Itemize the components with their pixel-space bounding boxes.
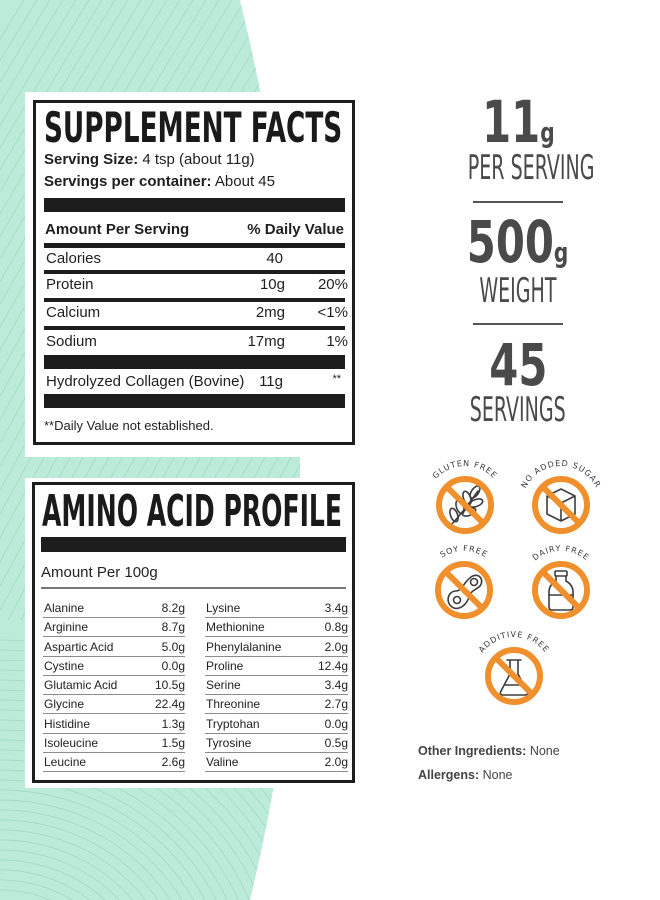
supplement-facts-title: SUPPLEMENT FACTS xyxy=(44,103,343,152)
amino-row xyxy=(205,676,348,695)
stat-number: 45 xyxy=(488,331,548,399)
servings-per-container-label: Servings per container: xyxy=(44,173,212,190)
svg-text:NO ADDED SUGAR xyxy=(519,459,602,490)
nutrient-name: Calories xyxy=(46,250,102,267)
svg-text:SOY FREE xyxy=(438,544,489,559)
amino-name: Glycine xyxy=(44,697,85,712)
amino-value: 3.4g xyxy=(324,601,348,615)
amino-row xyxy=(43,618,185,637)
facts-row-calcium xyxy=(44,303,348,323)
amino-row xyxy=(43,676,185,695)
other-ingredients xyxy=(418,742,560,760)
stat-divider xyxy=(473,201,563,203)
facts-header-row xyxy=(44,220,348,240)
amino-value: 2.6g xyxy=(161,755,185,769)
amino-row xyxy=(205,618,348,637)
stat-divider xyxy=(473,323,563,325)
amino-row xyxy=(43,638,185,657)
nutrient-daily-value: 1% xyxy=(326,333,348,350)
amino-name: Aspartic Acid xyxy=(44,639,114,654)
facts-row-calories xyxy=(44,249,348,269)
nutrient-amount: 10g xyxy=(259,276,285,293)
prohibition-slash xyxy=(496,658,533,695)
nutrient-name: Protein xyxy=(46,276,94,293)
divider xyxy=(44,326,345,330)
divider xyxy=(44,243,345,248)
soy-free-badge xyxy=(414,540,514,640)
amino-value: 1.3g xyxy=(161,716,185,731)
amino-row xyxy=(205,657,348,676)
facts-row-sodium xyxy=(44,332,348,352)
amino-value: 0.8g xyxy=(324,620,348,635)
amino-value: 0.5g xyxy=(324,735,348,750)
amino-name: Cystine xyxy=(44,658,85,673)
daily-value-header: % Daily Value xyxy=(247,221,344,238)
additive-free-badge xyxy=(464,626,564,726)
amino-row xyxy=(43,695,185,714)
amino-value: 2.7g xyxy=(324,697,348,712)
facts-row-ingredient xyxy=(44,372,348,392)
amino-row xyxy=(205,753,348,772)
badge-label: NO ADDED SUGAR xyxy=(519,458,603,490)
stat-servings-value xyxy=(418,331,618,399)
amino-row xyxy=(205,715,348,734)
amino-value: 5.0g xyxy=(161,639,185,654)
amino-name: Tyrosine xyxy=(206,735,252,750)
ingredient-amount: 11g xyxy=(259,373,283,390)
divider xyxy=(41,587,346,589)
divider xyxy=(44,298,345,302)
nutrient-name: Sodium xyxy=(46,333,97,350)
nutrient-amount: 2mg xyxy=(255,304,285,321)
amino-value: 0.0g xyxy=(324,716,348,731)
amino-name: Serine xyxy=(206,678,241,692)
allergens-label: Allergens: xyxy=(418,768,480,782)
allergens xyxy=(418,766,513,784)
amino-value: 8.2g xyxy=(161,601,185,615)
nutrient-name: Calcium xyxy=(46,304,101,321)
facts-row-protein xyxy=(44,275,348,295)
amino-row xyxy=(205,599,348,618)
thick-divider xyxy=(44,355,345,369)
nutrient-amount: 17mg xyxy=(247,333,285,350)
amino-name: Phenylalanine xyxy=(206,639,282,654)
thick-divider xyxy=(44,198,345,212)
prohibition-slash xyxy=(446,572,483,609)
stat-label: WEIGHT xyxy=(479,271,557,311)
serving-size-value: 4 tsp (about 11g) xyxy=(142,151,255,168)
stat-number: 500 xyxy=(467,208,555,276)
amino-row xyxy=(43,599,185,618)
stat-per-serving-value xyxy=(418,88,618,156)
servings-per-container-value: About 45 xyxy=(214,173,275,190)
amino-name: Arginine xyxy=(44,620,89,635)
stat-weight-label xyxy=(418,271,618,311)
amino-row xyxy=(205,695,348,714)
stat-servings-label xyxy=(418,390,618,430)
other-ingredients-value: None xyxy=(529,744,560,758)
stat-weight-value xyxy=(418,208,618,276)
amino-name: Proline xyxy=(206,658,244,673)
amino-value: 8.7g xyxy=(161,620,185,635)
stat-label: PER SERVING xyxy=(467,148,595,188)
serving-size xyxy=(44,150,255,170)
servings-per-container xyxy=(44,172,275,192)
nutrient-daily-value: <1% xyxy=(317,304,348,321)
other-ingredients-label: Other Ingredients: xyxy=(418,744,527,758)
amount-per-100g: Amount Per 100g xyxy=(41,564,158,581)
amino-row xyxy=(43,715,185,734)
badge-label: SOY FREE xyxy=(438,543,490,560)
ingredient-daily-value: ** xyxy=(332,373,341,385)
stat-label: SERVINGS xyxy=(469,390,567,430)
nutrient-daily-value: 20% xyxy=(317,276,348,293)
prohibition-slash xyxy=(543,572,580,609)
amino-name: Lysine xyxy=(206,601,241,615)
badge-label: GLUTEN FREE xyxy=(430,458,500,481)
amino-row xyxy=(43,753,185,772)
amino-name: Alanine xyxy=(44,601,85,615)
amino-value: 0.0g xyxy=(161,658,185,673)
amount-per-serving-header: Amount Per Serving xyxy=(45,221,190,238)
badge-label: ADDITIVE FREE xyxy=(476,629,552,655)
amino-name: Isoleucine xyxy=(44,735,99,750)
amino-name: Tryptohan xyxy=(206,716,260,731)
amino-name: Histidine xyxy=(44,716,91,731)
svg-text:DAIRY FREE xyxy=(531,544,591,562)
amino-name: Leucine xyxy=(44,755,87,769)
amino-row xyxy=(43,657,185,676)
amino-value: 2.0g xyxy=(324,755,348,769)
amino-row xyxy=(43,734,185,753)
stat-per-serving-label xyxy=(418,148,618,188)
ingredient-name: Hydrolyzed Collagen (Bovine) xyxy=(46,373,245,390)
daily-value-footnote: **Daily Value not established. xyxy=(44,418,214,433)
amino-acid-title: AMINO ACID PROFILE xyxy=(42,486,343,537)
stat-number: 11 xyxy=(481,88,540,156)
amino-value: 1.5g xyxy=(161,735,185,750)
amino-row xyxy=(205,638,348,657)
nutrient-amount: 40 xyxy=(266,250,283,267)
thick-divider xyxy=(44,394,345,408)
amino-name: Threonine xyxy=(206,697,261,712)
stat-unit: g xyxy=(539,116,555,149)
amino-value: 2.0g xyxy=(324,639,348,654)
thick-divider xyxy=(41,537,346,552)
amino-name: Methionine xyxy=(206,620,265,635)
allergens-value: None xyxy=(482,768,513,782)
amino-name: Glutamic Acid xyxy=(44,678,118,692)
dairy-free-badge xyxy=(511,540,611,640)
amino-value: 3.4g xyxy=(324,678,348,692)
serving-size-label: Serving Size: xyxy=(44,151,139,168)
stat-unit: g xyxy=(554,236,569,269)
badge-label: DAIRY FREE xyxy=(530,543,592,563)
amino-name: Valine xyxy=(206,755,239,769)
amino-value: 10.5g xyxy=(154,678,185,692)
amino-value: 22.4g xyxy=(154,697,185,712)
amino-row xyxy=(205,734,348,753)
amino-value: 12.4g xyxy=(317,658,348,673)
divider xyxy=(44,270,345,274)
